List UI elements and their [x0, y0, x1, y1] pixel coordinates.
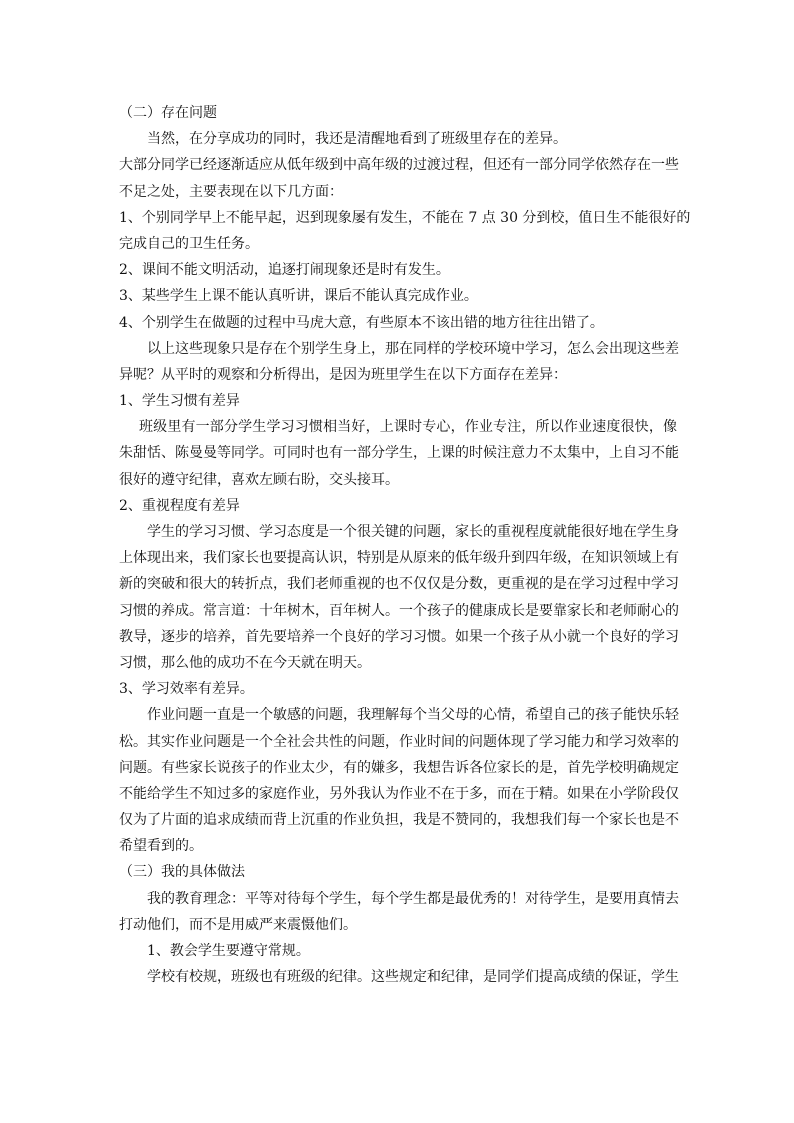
paragraph-line: 以上这些现象只是存在个别学生身上，那在同样的学校环境中学习，怎么会出现这些差: [147, 340, 679, 357]
paragraph-line: 上体现出来，我们家长也要提高认识，特别是从原来的低年级升到四年级，在知识领域上有: [119, 550, 679, 567]
paragraph-line: 异呢？从平时的观察和分析得出，是因为班里学生在以下方面存在差异：: [119, 366, 567, 383]
subheading-efficiency: 3、学习效率有差异。: [119, 681, 254, 698]
paragraph-line: 新的突破和很大的转折点，我们老师重视的也不仅仅是分数，更重视的是在学习过程中学习: [119, 576, 679, 593]
paragraph-line: 仅为了片面的追求成绩而背上沉重的作业负担，我是不赞同的，我想我们每一个家长也是不: [119, 812, 679, 829]
section-heading-methods: （三）我的具体做法: [119, 864, 245, 881]
subheading-habits: 1、学生习惯有差异: [119, 393, 240, 410]
subheading-attention: 2、重视程度有差异: [119, 497, 240, 514]
paragraph-line: 我的教育理念：平等对待每个学生，每个学生都是最优秀的！对待学生，是要用真情去: [147, 890, 679, 907]
paragraph-line: 学校有校规，班级也有班级的纪律。这些规定和纪律，是同学们提高成绩的保证，学生: [147, 969, 679, 986]
paragraph-line: 大部分同学已经逐渐适应从低年级到中高年级的过渡过程，但还有一部分同学依然存在一些: [119, 157, 679, 174]
paragraph-line: 打动他们，而不是用威严来震慑他们。: [119, 916, 357, 933]
paragraph-line: 当然，在分享成功的同时，我还是清醒地看到了班级里存在的差异。: [147, 131, 567, 148]
paragraph-line: 习惯，那么他的成功不在今天就在明天。: [119, 654, 371, 671]
list-item-line: 1、教会学生要遵守常规。: [147, 943, 310, 959]
paragraph-line: 很好的遵守纪律，喜欢左顾右盼，交头接耳。: [119, 471, 399, 488]
list-item-line: 3、某些学生上课不能认真听讲，课后不能认真完成作业。: [119, 288, 478, 305]
paragraph-line: 松。其实作业问题是一个全社会共性的问题，作业时间的问题体现了学习能力和学习效率的: [119, 733, 679, 750]
list-item-line: 4、个别学生在做题的过程中马虎大意，有些原本不该出错的地方往往出错了。: [119, 314, 604, 331]
list-item-line: 完成自己的卫生任务。: [119, 235, 259, 252]
paragraph-line: 教导，逐步的培养，首先要培养一个良好的学习习惯。如果一个孩子从小就一个良好的学习: [119, 628, 679, 645]
paragraph-line: 朱甜恬、陈曼曼等同学。可同时也有一部分学生，上课的时候注意力不太集中，上自习不能: [119, 445, 679, 462]
paragraph-line: 不能给学生不知过多的家庭作业，另外我认为作业不在于多，而在于精。如果在小学阶段仅: [119, 785, 679, 802]
paragraph-line: 班级里有一部分学生学习习惯相当好，上课时专心，作业专注，所以作业速度很快，像: [139, 419, 677, 436]
paragraph-line: 作业问题一直是一个敏感的问题，我理解每个当父母的心情，希望自己的孩子能快乐轻: [147, 707, 679, 724]
paragraph-line: 希望看到的。: [119, 838, 203, 855]
list-item-line: 1、个别同学早上不能早起，迟到现象屡有发生，不能在 7 点 30 分到校，值日生不能很好的: [119, 209, 691, 226]
paragraph-line: 不足之处，主要表现在以下几方面：: [119, 183, 343, 200]
paragraph-line: 习惯的养成。常言道：十年树木，百年树人。一个孩子的健康成长是要靠家长和老师耐心的: [119, 602, 679, 619]
list-item-line: 2、课间不能文明活动，追逐打闹现象还是时有发生。: [119, 262, 450, 279]
paragraph-line: 问题。有些家长说孩子的作业太少，有的嫌多，我想告诉各位家长的是，首先学校明确规定: [119, 759, 679, 776]
section-heading-problems: （二）存在问题: [119, 105, 217, 121]
paragraph-line: 学生的学习习惯、学习态度是一个很关键的问题，家长的重视程度就能很好地在学生身: [147, 524, 679, 540]
document-page: [119, 100, 691, 990]
